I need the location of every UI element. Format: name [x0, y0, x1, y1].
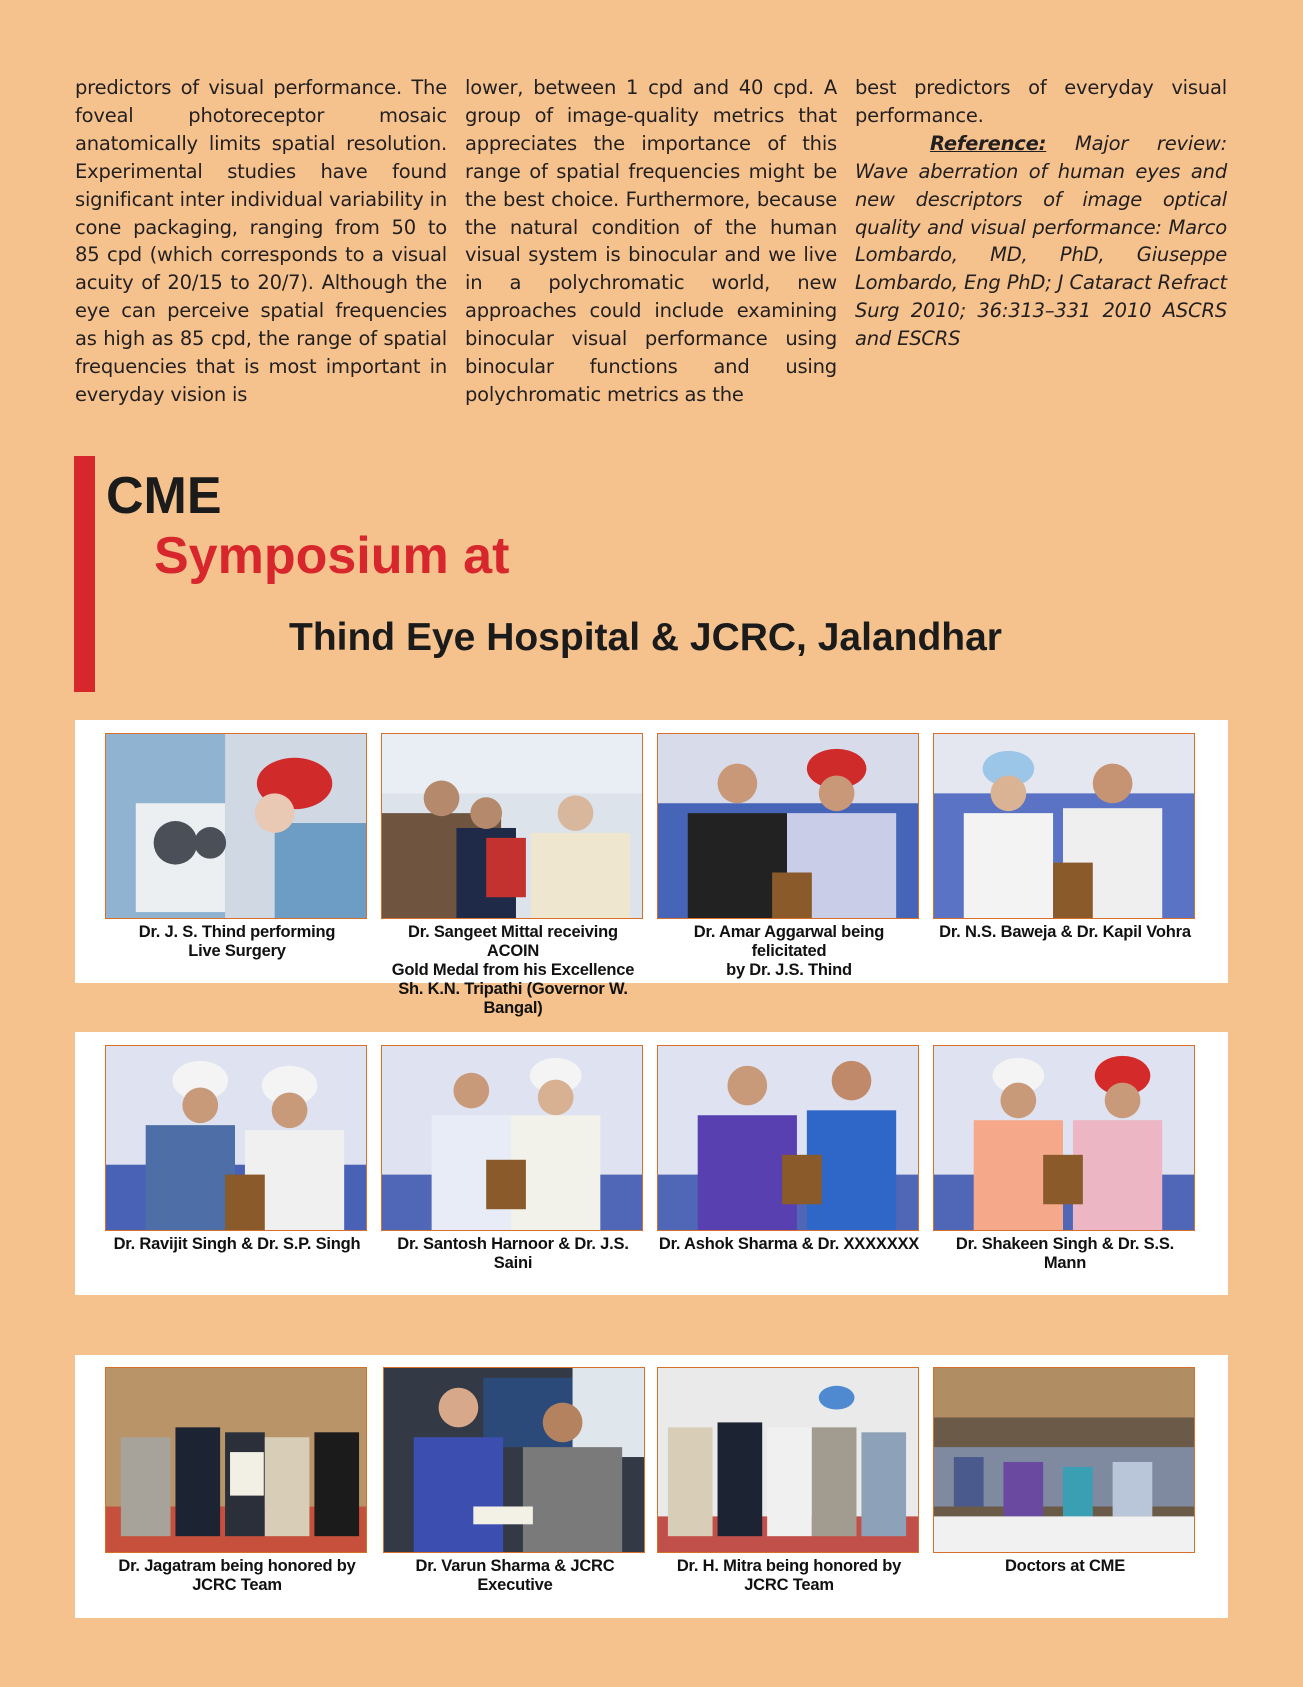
photo-card	[933, 1367, 1197, 1576]
photo-card	[657, 733, 921, 980]
article-text: predictors of visual performance. The foveal photoreceptor mosaic anatomically limits spatial resolution. Experimental studies have found significant inter individual variability in cone packaging, ranging from 50 to 85 cpd (which corresponds to a visual acuity of 20/15 to 20/7). Although the eye can perceive spatial frequencies as high as 85 cpd, the range of spatial frequencies that is most important in everyday vision is	[75, 76, 447, 406]
photo-caption: Dr. Sangeet Mittal receiving ACOIN Gold Medal from his Excellence Sh. K.N. Tripathi (Governor W. Bangal)	[391, 923, 635, 1017]
event-photo	[657, 733, 919, 919]
photo-panel-1	[75, 720, 1228, 1017]
photo-caption: Dr. N.S. Baweja & Dr. Kapil Vohra	[939, 923, 1191, 941]
photo-panel-3	[75, 1355, 1228, 1618]
article-text: best predictors of everyday visual performance.	[855, 76, 1227, 127]
photo-card	[933, 1045, 1197, 1273]
photo-caption: Dr. Santosh Harnoor & Dr. J.S. Saini	[397, 1235, 629, 1272]
event-photo	[933, 1045, 1195, 1231]
photo-card	[381, 1045, 645, 1273]
photo-card	[105, 1045, 369, 1254]
photo-caption: Dr. H. Mitra being honored by JCRC Team	[676, 1557, 902, 1594]
heading-accent-bar	[74, 456, 95, 692]
photo-card	[105, 1367, 369, 1595]
photo-caption: Dr. Ravijit Singh & Dr. S.P. Singh	[113, 1235, 361, 1253]
photo-card	[657, 1367, 921, 1595]
event-photo	[657, 1045, 919, 1231]
photo-card	[933, 733, 1197, 942]
photo-card	[657, 1045, 921, 1254]
photo-card	[381, 733, 645, 1018]
photo-caption: Dr. Ashok Sharma & Dr. XXXXXXX	[658, 1235, 920, 1253]
reference-label: Reference:	[930, 131, 1047, 155]
event-photo	[381, 733, 643, 919]
photo-card	[383, 1367, 647, 1595]
photo-panel-2	[75, 1032, 1228, 1295]
heading-cme: CME	[106, 467, 222, 525]
heading-symposium: Symposium at	[154, 527, 510, 585]
article-columns	[75, 74, 1227, 409]
event-photo	[105, 1367, 367, 1553]
article-column-1	[75, 74, 447, 409]
photo-caption: Dr. J. S. Thind performing Live Surgery	[138, 923, 336, 960]
photo-caption: Dr. Jagatram being honored by JCRC Team	[118, 1557, 356, 1594]
article-text: lower, between 1 cpd and 40 cpd. A group of image-quality metrics that appreciates the importance of this range of spatial frequencies might be the best choice. Furthermore, because the natural condition of the human visual system is binocular and we live in a polychromatic world, new approaches could include examining binocular visual performance using binocular functions and using polychromatic metrics as the	[465, 76, 837, 406]
reference-text: Major review: Wave aberration of human eyes and new descriptors of image optical quality and visual performance: Marco Lombardo, MD, PhD, Giuseppe Lombardo, Eng PhD; J Cataract Refract Surg 2010; 36:313–331 2010 ASCRS and ESCRS	[855, 131, 1227, 351]
event-photo	[383, 1367, 645, 1553]
heading-venue: Thind Eye Hospital & JCRC, Jalandhar	[289, 616, 1002, 659]
event-photo	[105, 1045, 367, 1231]
photo-caption: Dr. Amar Aggarwal being felicitated by Dr. J.S. Thind	[693, 923, 885, 979]
photo-caption: Dr. Shakeen Singh & Dr. S.S. Mann	[955, 1235, 1175, 1272]
photo-card	[105, 733, 369, 961]
article-column-3	[855, 74, 1227, 409]
event-photo	[657, 1367, 919, 1553]
event-photo	[105, 733, 367, 919]
article-column-2	[465, 74, 837, 409]
reference	[855, 130, 1227, 353]
event-photo	[933, 1367, 1195, 1553]
photo-caption: Dr. Varun Sharma & JCRC Executive	[415, 1557, 615, 1594]
photo-caption: Doctors at CME	[1004, 1557, 1126, 1575]
event-photo	[381, 1045, 643, 1231]
event-photo	[933, 733, 1195, 919]
